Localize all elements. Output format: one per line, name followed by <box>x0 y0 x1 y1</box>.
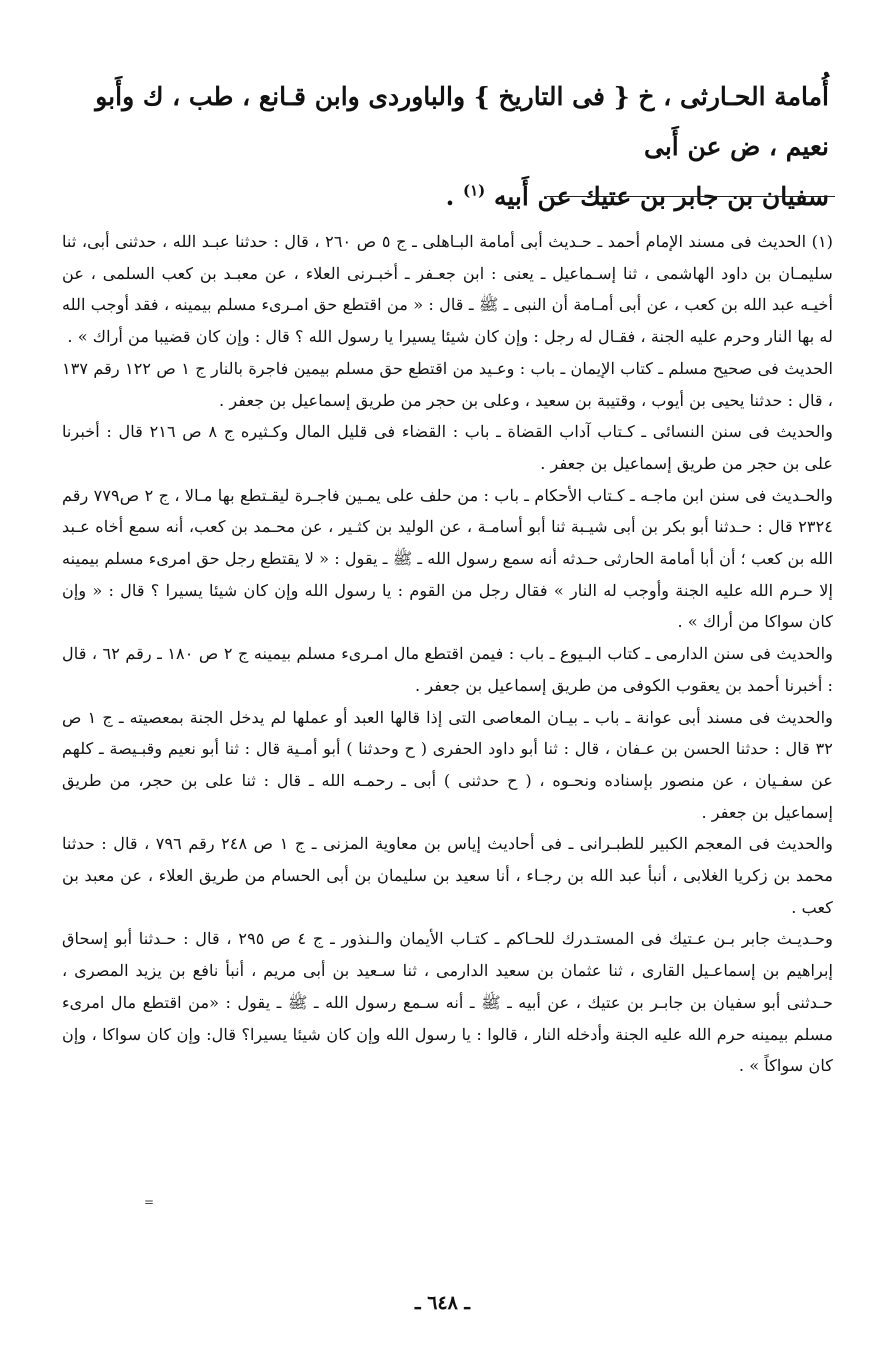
main-line-1: أُمامة الحـارثى ، خ { فى التاريخ } والباوردى وابن قـانع ، طب ، ك وأَبو نعيم ، ض عن أَبى <box>95 82 829 161</box>
footnote-paragraph: والحديث فى المعجم الكبير للطبـرانى ـ فى أحاديث إياس بن معاوية المزنى ـ ج ١ ص ٢٤٨ رقم ٧٩٦ ، قال : حدثنا محمد بن زكريا الغلابى ، أنبأ عبد الله بن رجـاء ، أنا سعيد بن سليمان بن أبى الحسام من طريق العلاء ، عن معبد بن كعب . <box>62 834 833 917</box>
footnote-separator <box>547 196 835 197</box>
footnote-paragraph: والحديث فى سنن الدارمى ـ كتاب البـيوع ـ باب : فيمن اقتطع مال امـرىء مسلم بيمينه ج ٢ ص ١٨٠ ـ رقم ٦٢ ، قال : أخبرنا أحمد بن يعقوب الكوفى من طريق إسماعيل بن جعفر . <box>62 644 833 695</box>
footnotes <box>62 226 833 1082</box>
main-text <box>60 72 829 222</box>
footnote-text: الحديث فى مسند الإمام أحمد ـ حـديث أبى أمامة البـاهلى ـ ج ٥ ص ٢٦٠ ، قال : حدثنا عبـد الله ، حدثنى أبى، ثنا سليمـان بن داود الهاشمى ، ثنا إسـماعيل ـ يعنى : ابن جعـفر ـ أخبـرنى العلاء ، عن معبـد بن كعب السلمى ، عن أخيـه عبد الله بن كعب ، عن أبى أمـامة أن النبى ـ ﷺ ـ قال : « من اقتطع حق امـرىء مسلم بيمينه ، فقد أوجب الله له بها النار وحرم عليه الجنة ، فقـال له رجل : وإن كان شيئا يسيرا يا رسول الله ؟ قال : وإن كان قضيبا من أراك » . <box>62 232 833 347</box>
footnote-paragraph: وحـديـث جابر بـن عـتيك فى المستـدرك للحـاكم ـ كتـاب الأيمان والـنذور ـ ج ٤ ص ٢٩٥ ، قال : حـدثنا أبو إسحاق إبراهيم بن إسماعـيل القارى ، ثنا عثمان بن سعيد الدارمى ، ثنا سـعيد بن أبى مريم ، أنبأ نافع بن يزيد المصرى ، حـدثنى أبو سفيان بن جابـر بن عتيك ، عن أبيه ـ ﷺ ـ أنه سـمع رسول الله ـ ﷺ ـ يقول : «من اقتطع مال امرىء مسلم بيمينه حرم الله عليه الجنة وأدخله النار ، قالوا : يا رسول الله وإن كان شيئا يسيرا؟ قال: وإن كان سواكا ، وإن كان سواكاً » . <box>62 929 833 1076</box>
footnote-paragraph: والحـديث فى سنن ابن ماجـه ـ كـتاب الأحكام ـ باب : من حلف على يمـين فاجـرة ليقـتطع بها مـالا ، ج ٢ ص٧٧٩ رقم ٢٣٢٤ قال : حـدثنا أبو بكر بن أبى شيـبة ثنا أبو أسامـة ، عن الوليد بن كثـير ، عن محـمد بن كعب، أنه سمع أخاه عـبد الله بن كعب ؛ أن أبا أمامة الحارثى حـدثه أنه سمع رسول الله ـ ﷺ ـ يقول : « لا يقتطع رجل حق امرىء مسلم بيمينه إلا حـرم الله عليه الجنة وأوجب له النار » فقال رجل من القوم : يا رسول الله وإن كان شيئا يسيرا ؟ قال : « وإن كان سواكا من أراك » . <box>62 485 833 632</box>
main-line-end: . <box>445 182 463 211</box>
footnote-paragraph <box>62 226 833 353</box>
margin-mark: = <box>144 1195 155 1209</box>
footnote-paragraph: الحديث فى صحيح مسلم ـ كتاب الإيمان ـ باب : وعـيد من اقتطع حق مسلم بيمين فاجرة بالنار ج ١ ص ١٢٢ رقم ١٣٧ ، قال : حدثنا يحيى بن أيوب ، وقتيبة بن سعيد ، وعلى بن حجر من طريق إسماعيل بن جعفر . <box>62 358 833 410</box>
footnote-paragraph: والحديث فى مسند أبى عوانة ـ باب ـ بيـان المعاصى التى إذا قالها العبد أو عملها لم يدخل الجنة بمعصيته ـ ج ١ ص ٣٢ قال : حدثنا الحسن بن عـفان ، قال : ثنا أبو داود الحفرى ( ح وحدثنا ) أبو أمـية قال : ثنا أبو نعيم وقبـيصة ـ كلهم عن سفـيان ، عن منصور بإسناده ونحـوه ، ( ح حدثنى ) أبى ـ رحمـه الله ـ قال : ثنا على بن حجر، من طريق إسماعيل بن جعفر . <box>62 707 833 822</box>
main-line-2: سفيان بن جابر بن عتيك عن أَبيه <box>493 182 829 211</box>
footnote-marker: (١) <box>811 232 833 251</box>
page-number: ـ ٦٤٨ ـ <box>415 1292 470 1314</box>
footnote-paragraph: والحديث فى سنن النسائى ـ كـتاب آداب القضاة ـ باب : القضاء فى قليل المال وكـثيره ج ٨ ص ٢١٦ قال : أخبرنا على بن حجر من طريق إسماعيل بن جعفر . <box>62 422 833 473</box>
footnote-reference: (١) <box>462 181 486 200</box>
